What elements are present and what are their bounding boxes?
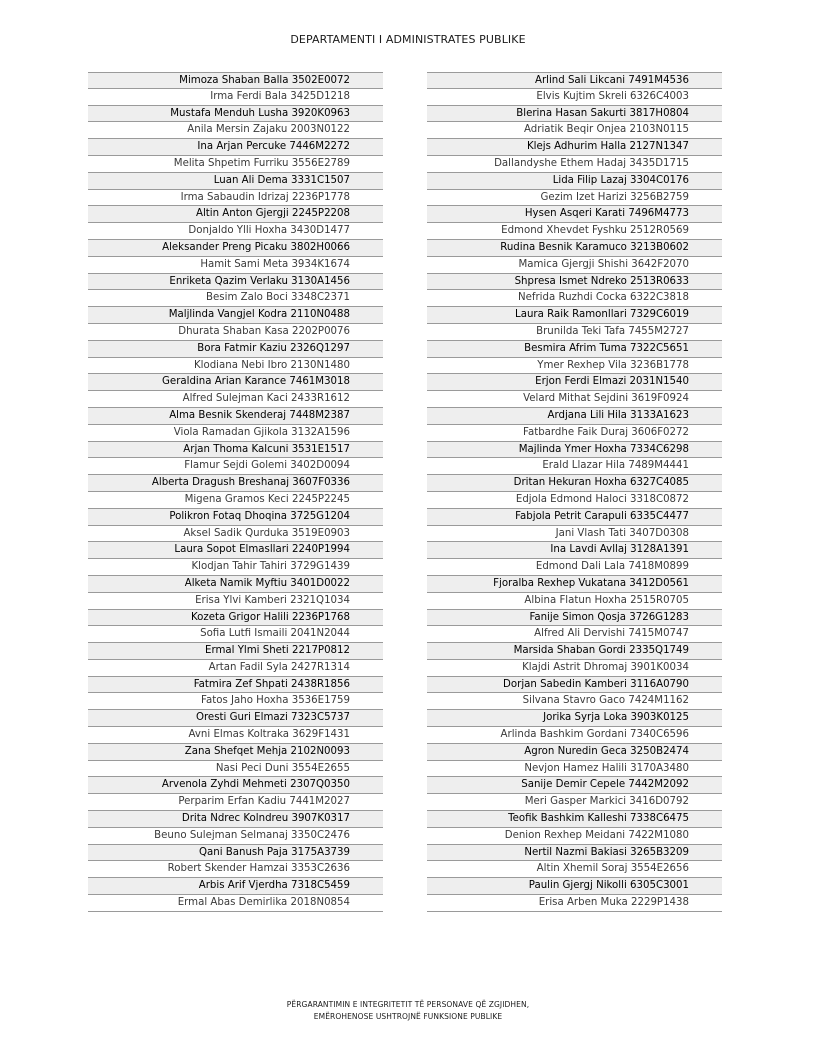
list-item: Edjola Edmond Haloci 3318C0872 [427, 492, 722, 509]
list-item: Zana Shefqet Mehja 2102N0093 [88, 744, 383, 761]
list-item: Albina Flatun Hoxha 2515R0705 [427, 593, 722, 610]
list-item: Nertil Nazmi Bakiasi 3265B3209 [427, 845, 722, 862]
list-item: Jani Vlash Tati 3407D0308 [427, 526, 722, 543]
list-item: Klodiana Nebi Ibro 2130N1480 [88, 358, 383, 375]
list-item: Adriatik Beqir Onjea 2103N0115 [427, 122, 722, 139]
list-item: Edmond Dali Lala 7418M0899 [427, 559, 722, 576]
list-item: Mustafa Menduh Lusha 3920K0963 [88, 106, 383, 123]
list-item: Majlinda Ymer Hoxha 7334C6298 [427, 442, 722, 459]
list-item: Fanije Simon Qosja 3726G1283 [427, 610, 722, 627]
list-item: Dritan Hekuran Hoxha 6327C4085 [427, 475, 722, 492]
list-item: Migena Gramos Keci 2245P2245 [88, 492, 383, 509]
list-item: Mimoza Shaban Balla 3502E0072 [88, 72, 383, 89]
list-item: Jorika Syrja Loka 3903K0125 [427, 710, 722, 727]
list-item: Ymer Rexhep Vila 3236B1778 [427, 358, 722, 375]
list-item: Ina Lavdi Avllaj 3128A1391 [427, 542, 722, 559]
list-item: Nevjon Hamez Halili 3170A3480 [427, 761, 722, 778]
list-item: Nefrida Ruzhdi Cocka 6322C3818 [427, 290, 722, 307]
list-item: Gezim Izet Harizi 3256B2759 [427, 190, 722, 207]
list-item: Fatbardhe Faik Duraj 3606F0272 [427, 425, 722, 442]
list-item: Laura Raik Ramonllari 7329C6019 [427, 307, 722, 324]
list-item: Denion Rexhep Meidani 7422M1080 [427, 828, 722, 845]
list-item: Drita Ndrec Kolndreu 3907K0317 [88, 811, 383, 828]
list-item: Ardjana Lili Hila 3133A1623 [427, 408, 722, 425]
list-item: Sofia Lutfi Ismaili 2041N2044 [88, 626, 383, 643]
list-item: Viola Ramadan Gjikola 3132A1596 [88, 425, 383, 442]
list-item: Altin Anton Gjergji 2245P2208 [88, 206, 383, 223]
list-item: Maljlinda Vangjel Kodra 2110N0488 [88, 307, 383, 324]
list-item: Arlinda Bashkim Gordani 7340C6596 [427, 727, 722, 744]
list-item: Arvenola Zyhdi Mehmeti 2307Q0350 [88, 777, 383, 794]
list-item: Alma Besnik Skenderaj 7448M2387 [88, 408, 383, 425]
list-item: Hamit Sami Meta 3934K1674 [88, 257, 383, 274]
list-item: Aksel Sadik Qurduka 3519E0903 [88, 526, 383, 543]
list-item: Ermal Ylmi Sheti 2217P0812 [88, 643, 383, 660]
list-item: Erisa Arben Muka 2229P1438 [427, 895, 722, 912]
list-item: Meri Gasper Markici 3416D0792 [427, 794, 722, 811]
list-item: Besmira Afrim Tuma 7322C5651 [427, 341, 722, 358]
list-item: Klodjan Tahir Tahiri 3729G1439 [88, 559, 383, 576]
list-item: Flamur Sejdi Golemi 3402D0094 [88, 458, 383, 475]
list-item: Luan Ali Dema 3331C1507 [88, 173, 383, 190]
list-item: Alberta Dragush Breshanaj 3607F0336 [88, 475, 383, 492]
list-item: Erjon Ferdi Elmazi 2031N1540 [427, 374, 722, 391]
list-item: Robert Skender Hamzai 3353C2636 [88, 861, 383, 878]
list-item: Dallandyshe Ethem Hadaj 3435D1715 [427, 156, 722, 173]
list-item: Blerina Hasan Sakurti 3817H0804 [427, 106, 722, 123]
list-item: Mamica Gjergji Shishi 3642F2070 [427, 257, 722, 274]
list-item: Erald Llazar Hila 7489M4441 [427, 458, 722, 475]
list-item: Erisa Ylvi Kamberi 2321Q1034 [88, 593, 383, 610]
list-item: Irma Ferdi Bala 3425D1218 [88, 89, 383, 106]
footer-line-1: PËRGARANTIMIN E INTEGRITETIT TË PERSONAVE QË ZGJIDHEN, [286, 1000, 530, 1009]
list-item: Fatmira Zef Shpati 2438R1856 [88, 677, 383, 694]
list-item: Aleksander Preng Picaku 3802H0066 [88, 240, 383, 257]
list-item: Teofik Bashkim Kalleshi 7338C6475 [427, 811, 722, 828]
list-item: Elvis Kujtim Skreli 6326C4003 [427, 89, 722, 106]
list-item: Beuno Sulejman Selmanaj 3350C2476 [88, 828, 383, 845]
list-item: Hysen Asqeri Karati 7496M4773 [427, 206, 722, 223]
list-item: Marsida Shaban Gordi 2335Q1749 [427, 643, 722, 660]
list-item: Rudina Besnik Karamuco 3213B0602 [427, 240, 722, 257]
list-item: Laura Sopot Elmasllari 2240P1994 [88, 542, 383, 559]
list-item: Melita Shpetim Furriku 3556E2789 [88, 156, 383, 173]
list-item: Dhurata Shaban Kasa 2202P0076 [88, 324, 383, 341]
list-item: Fatos Jaho Hoxha 3536E1759 [88, 693, 383, 710]
list-item: Kozeta Grigor Halili 2236P1768 [88, 610, 383, 627]
list-item: Avni Elmas Koltraka 3629F1431 [88, 727, 383, 744]
list-item: Ermal Abas Demirlika 2018N0854 [88, 895, 383, 912]
footer-line-2: EMËROHENOSE USHTROJNË FUNKSIONE PUBLIKE [313, 1012, 503, 1021]
list-item: Ina Arjan Percuke 7446M2272 [88, 139, 383, 156]
list-item: Klejs Adhurim Halla 2127N1347 [427, 139, 722, 156]
list-item: Fjoralba Rexhep Vukatana 3412D0561 [427, 576, 722, 593]
list-item: Sanije Demir Cepele 7442M2092 [427, 777, 722, 794]
footer-text [0, 999, 816, 1023]
list-item: Altin Xhemil Soraj 3554E2656 [427, 861, 722, 878]
list-item: Artan Fadil Syla 2427R1314 [88, 660, 383, 677]
list-item: Dorjan Sabedin Kamberi 3116A0790 [427, 677, 722, 694]
list-item: Klajdi Astrit Dhromaj 3901K0034 [427, 660, 722, 677]
list-item: Qani Banush Paja 3175A3739 [88, 845, 383, 862]
list-item: Oresti Guri Elmazi 7323C5737 [88, 710, 383, 727]
list-item: Geraldina Arian Karance 7461M3018 [88, 374, 383, 391]
list-item: Nasi Peci Duni 3554E2655 [88, 761, 383, 778]
list-item: Brunilda Teki Tafa 7455M2727 [427, 324, 722, 341]
list-item: Shpresa Ismet Ndreko 2513R0633 [427, 274, 722, 291]
right-name-column [427, 72, 722, 912]
list-item: Besim Zalo Boci 3348C2371 [88, 290, 383, 307]
list-item: Alfred Sulejman Kaci 2433R1612 [88, 391, 383, 408]
list-item: Paulin Gjergj Nikolli 6305C3001 [427, 878, 722, 895]
list-item: Polikron Fotaq Dhoqina 3725G1204 [88, 509, 383, 526]
list-item: Velard Mithat Sejdini 3619F0924 [427, 391, 722, 408]
list-item: Arlind Sali Likcani 7491M4536 [427, 72, 722, 89]
list-item: Arjan Thoma Kalcuni 3531E1517 [88, 442, 383, 459]
list-item: Agron Nuredin Geca 3250B2474 [427, 744, 722, 761]
list-item: Lida Filip Lazaj 3304C0176 [427, 173, 722, 190]
list-item: Bora Fatmir Kaziu 2326Q1297 [88, 341, 383, 358]
list-item: Alfred Ali Dervishi 7415M0747 [427, 626, 722, 643]
list-item: Edmond Xhevdet Fyshku 2512R0569 [427, 223, 722, 240]
page-title: DEPARTAMENTI I ADMINISTRATES PUBLIKE [290, 33, 526, 46]
list-item: Fabjola Petrit Carapuli 6335C4477 [427, 509, 722, 526]
list-item: Arbis Arif Vjerdha 7318C5459 [88, 878, 383, 895]
list-item: Alketa Namik Myftiu 3401D0022 [88, 576, 383, 593]
left-name-column [88, 72, 383, 912]
list-item: Anila Mersin Zajaku 2003N0122 [88, 122, 383, 139]
list-item: Perparim Erfan Kadiu 7441M2027 [88, 794, 383, 811]
list-item: Donjaldo Ylli Hoxha 3430D1477 [88, 223, 383, 240]
list-item: Irma Sabaudin Idrizaj 2236P1778 [88, 190, 383, 207]
list-item: Silvana Stavro Gaco 7424M1162 [427, 693, 722, 710]
list-item: Enriketa Qazim Verlaku 3130A1456 [88, 274, 383, 291]
